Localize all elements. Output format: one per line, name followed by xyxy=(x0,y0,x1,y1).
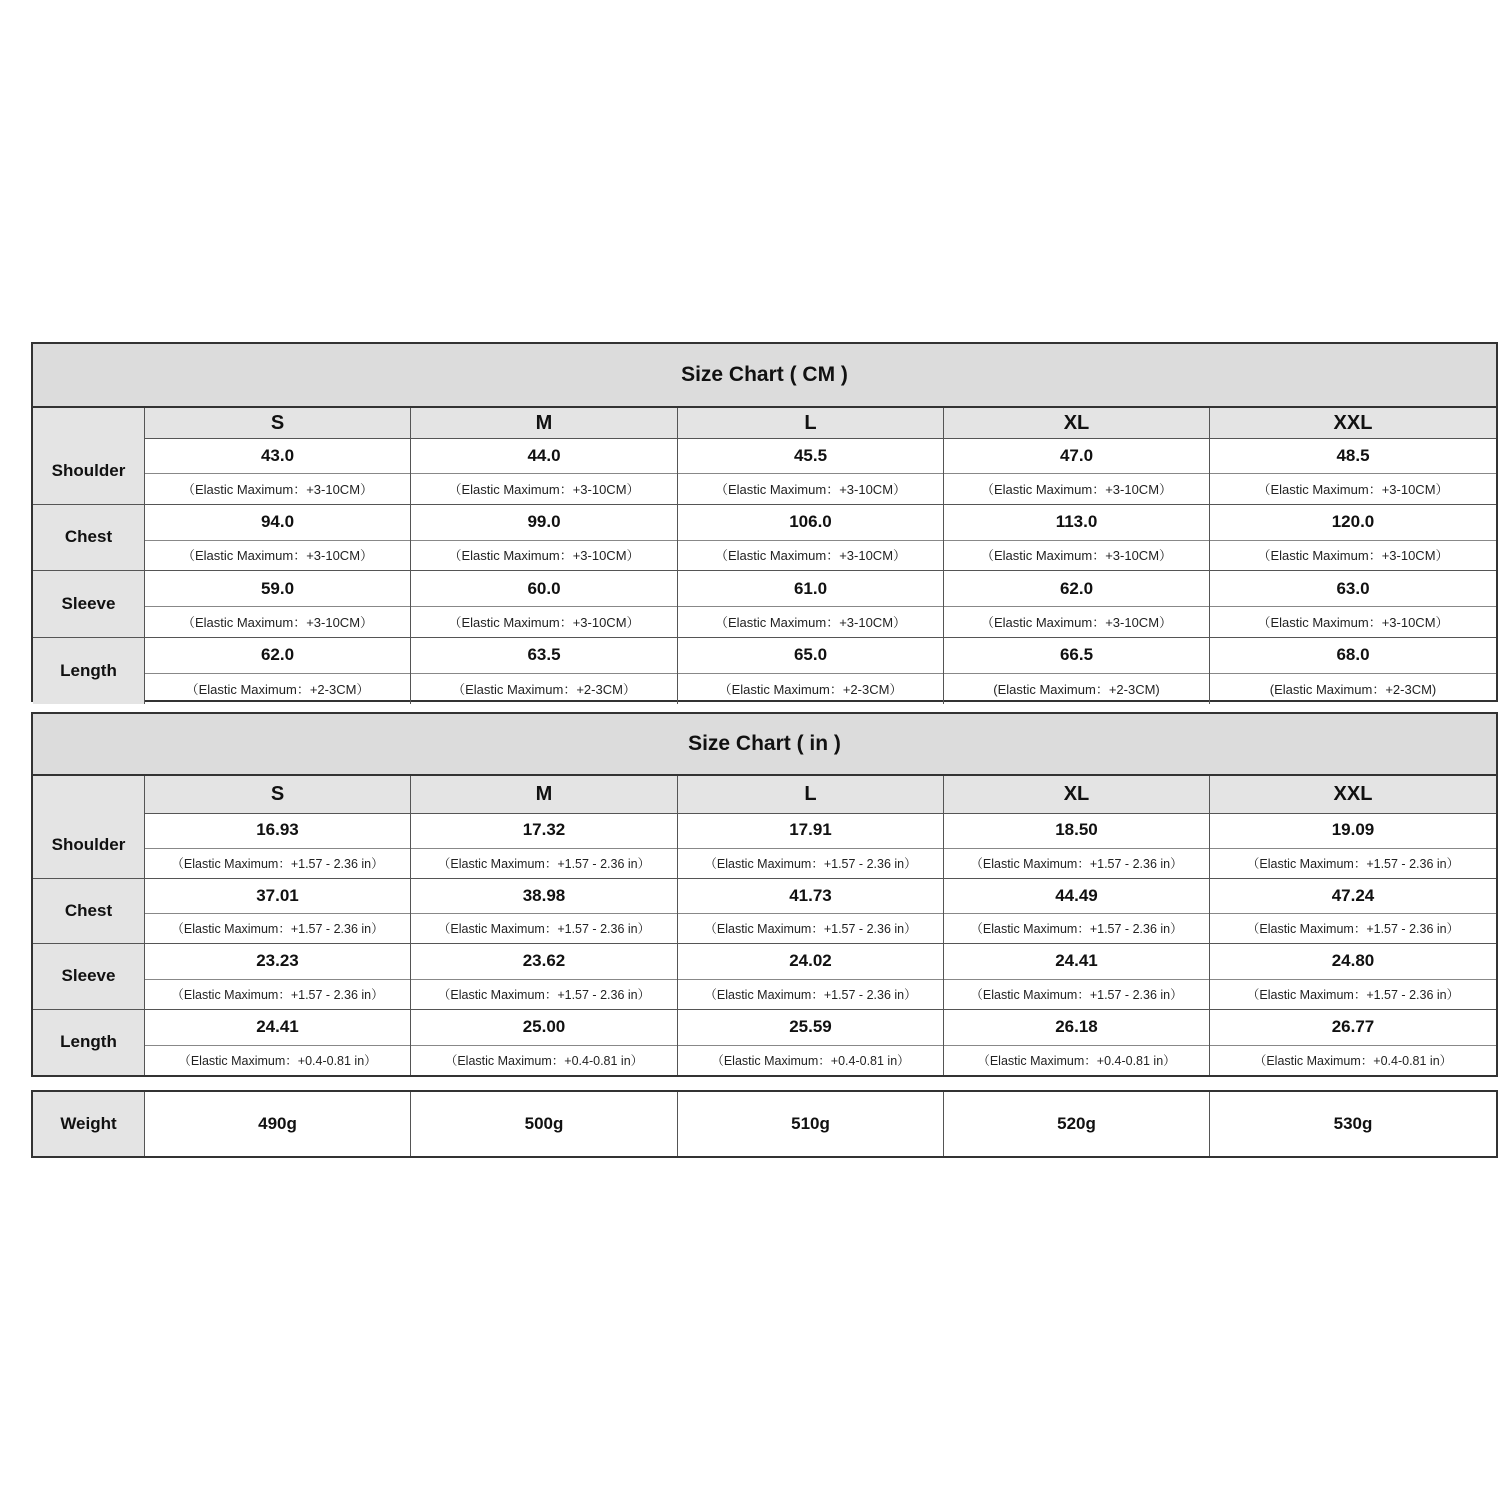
elastic-note: （Elastic Maximum：+0.4-0.81 in） xyxy=(977,1053,1176,1068)
measurement-value: 18.50 xyxy=(944,813,1209,849)
elastic-note: （Elastic Maximum：+1.57 - 2.36 in） xyxy=(970,987,1183,1002)
size-header-xl: XL xyxy=(943,408,1209,438)
elastic-note: （Elastic Maximum：+1.57 - 2.36 in） xyxy=(704,922,917,937)
row-label: Chest xyxy=(33,505,144,571)
measurement-value: 19.09 xyxy=(1210,813,1496,849)
row-label: Sleeve xyxy=(33,571,144,637)
elastic-note: （Elastic Maximum：+3-10CM） xyxy=(448,481,640,497)
measurement-value: 66.5 xyxy=(944,638,1209,675)
measurement-value: 62.0 xyxy=(944,571,1209,607)
elastic-note: （Elastic Maximum：+1.57 - 2.36 in） xyxy=(437,856,651,871)
elastic-note: （Elastic Maximum：+1.57 - 2.36 in） xyxy=(704,987,917,1002)
row-label: Length xyxy=(33,638,144,705)
size-header-row xyxy=(33,408,1496,439)
measurement-value: 63.5 xyxy=(411,638,677,675)
measurement-value: 44.0 xyxy=(411,438,677,474)
table-cell xyxy=(410,571,677,637)
table-cell xyxy=(677,1010,943,1076)
elastic-note: （Elastic Maximum：+3-10CM） xyxy=(448,614,640,630)
weight-table xyxy=(31,1090,1498,1158)
table-row-sleeve xyxy=(33,944,1496,1010)
table-cell xyxy=(144,944,410,1009)
elastic-note: （Elastic Maximum：+1.57 - 2.36 in） xyxy=(704,856,917,871)
size-header-s: S xyxy=(144,408,410,438)
elastic-note: （Elastic Maximum：+1.57 - 2.36 in） xyxy=(970,856,1183,871)
weight-value-l: 510g xyxy=(677,1092,943,1156)
table-cell xyxy=(144,505,410,571)
elastic-note: (Elastic Maximum：+2-3CM) xyxy=(993,682,1160,698)
measurement-value: 16.93 xyxy=(145,813,410,849)
chart-title-cm: Size Chart ( CM ) xyxy=(33,344,1496,408)
elastic-note: （Elastic Maximum：+1.57 - 2.36 in） xyxy=(1246,987,1460,1002)
row-label: Shoulder xyxy=(33,813,144,878)
size-header-l: L xyxy=(677,408,943,438)
elastic-note: （Elastic Maximum：+3-10CM） xyxy=(980,481,1173,497)
size-chart-in xyxy=(31,712,1498,1077)
measurement-value: 38.98 xyxy=(411,879,677,915)
table-cell xyxy=(1209,505,1496,571)
elastic-note: （Elastic Maximum：+1.57 - 2.36 in） xyxy=(437,987,651,1002)
table-row-chest xyxy=(33,879,1496,945)
measurement-value: 113.0 xyxy=(944,505,1209,541)
elastic-note: （Elastic Maximum：+3-10CM） xyxy=(980,548,1173,564)
elastic-note: （Elastic Maximum：+3-10CM） xyxy=(1257,548,1449,564)
table-cell xyxy=(144,571,410,637)
table-cell xyxy=(144,638,410,705)
table-row-length xyxy=(33,1010,1496,1076)
table-cell xyxy=(410,438,677,504)
table-cell xyxy=(144,879,410,944)
elastic-note: （Elastic Maximum：+1.57 - 2.36 in） xyxy=(1246,856,1460,871)
measurement-value: 47.0 xyxy=(944,438,1209,474)
measurement-value: 26.18 xyxy=(944,1010,1209,1046)
table-cell xyxy=(144,438,410,504)
measurement-value: 17.32 xyxy=(411,813,677,849)
measurement-value: 41.73 xyxy=(678,879,943,915)
table-cell xyxy=(943,505,1209,571)
elastic-note: （Elastic Maximum：+2-3CM） xyxy=(185,682,370,698)
table-cell xyxy=(677,879,943,944)
measurement-value: 48.5 xyxy=(1210,438,1496,474)
table-cell xyxy=(943,944,1209,1009)
elastic-note: （Elastic Maximum：+2-3CM） xyxy=(452,682,636,698)
table-cell xyxy=(1209,813,1496,878)
measurement-value: 24.41 xyxy=(145,1010,410,1046)
elastic-note: （Elastic Maximum：+2-3CM） xyxy=(718,682,903,698)
measurement-value: 62.0 xyxy=(145,638,410,675)
row-label: Chest xyxy=(33,879,144,944)
size-header-row xyxy=(33,776,1496,814)
elastic-note: （Elastic Maximum：+1.57 - 2.36 in） xyxy=(970,922,1183,937)
elastic-note: （Elastic Maximum：+1.57 - 2.36 in） xyxy=(1246,922,1460,937)
table-cell xyxy=(1209,944,1496,1009)
elastic-note: （Elastic Maximum：+3-10CM） xyxy=(714,481,907,497)
size-chart-cm xyxy=(31,342,1498,702)
elastic-note: （Elastic Maximum：+3-10CM） xyxy=(714,614,907,630)
elastic-note: （Elastic Maximum：+1.57 - 2.36 in） xyxy=(437,922,651,937)
table-cell xyxy=(1209,879,1496,944)
table-row-length xyxy=(33,638,1496,705)
measurement-value: 68.0 xyxy=(1210,638,1496,675)
elastic-note: （Elastic Maximum：+3-10CM） xyxy=(448,548,640,564)
measurement-value: 120.0 xyxy=(1210,505,1496,541)
size-header-xl: XL xyxy=(943,776,1209,813)
measurement-value: 24.80 xyxy=(1210,944,1496,980)
measurement-value: 24.02 xyxy=(678,944,943,980)
table-cell xyxy=(144,1010,410,1076)
table-cell xyxy=(1209,1010,1496,1076)
table-cell xyxy=(1209,438,1496,504)
table-cell xyxy=(410,813,677,878)
table-cell xyxy=(677,505,943,571)
elastic-note: (Elastic Maximum：+2-3CM) xyxy=(1269,682,1437,698)
measurement-value: 23.62 xyxy=(411,944,677,980)
row-label: Sleeve xyxy=(33,944,144,1009)
elastic-note: （Elastic Maximum：+3-10CM） xyxy=(980,614,1173,630)
table-cell xyxy=(677,571,943,637)
table-row-chest xyxy=(33,505,1496,572)
elastic-note: （Elastic Maximum：+0.4-0.81 in） xyxy=(1253,1053,1453,1068)
measurement-value: 65.0 xyxy=(678,638,943,675)
table-row-sleeve xyxy=(33,571,1496,638)
measurement-value: 37.01 xyxy=(145,879,410,915)
table-cell xyxy=(943,1010,1209,1076)
elastic-note: （Elastic Maximum：+3-10CM） xyxy=(1257,481,1449,497)
measurement-value: 94.0 xyxy=(145,505,410,541)
size-header-l: L xyxy=(677,776,943,813)
table-cell xyxy=(410,879,677,944)
measurement-value: 99.0 xyxy=(411,505,677,541)
table-cell xyxy=(677,944,943,1009)
elastic-note: （Elastic Maximum：+0.4-0.81 in） xyxy=(444,1053,644,1068)
chart-title-in: Size Chart ( in ) xyxy=(33,714,1496,776)
measurement-value: 24.41 xyxy=(944,944,1209,980)
elastic-note: （Elastic Maximum：+1.57 - 2.36 in） xyxy=(171,922,384,937)
measurement-value: 26.77 xyxy=(1210,1010,1496,1046)
measurement-value: 60.0 xyxy=(411,571,677,607)
table-cell xyxy=(1209,638,1496,705)
measurement-value: 45.5 xyxy=(678,438,943,474)
table-cell xyxy=(410,638,677,705)
elastic-note: （Elastic Maximum：+3-10CM） xyxy=(714,548,907,564)
elastic-note: （Elastic Maximum：+3-10CM） xyxy=(1257,614,1449,630)
table-cell xyxy=(410,944,677,1009)
measurement-value: 63.0 xyxy=(1210,571,1496,607)
table-cell xyxy=(943,571,1209,637)
measurement-value: 43.0 xyxy=(145,438,410,474)
weight-value-xl: 520g xyxy=(943,1092,1209,1156)
elastic-note: （Elastic Maximum：+0.4-0.81 in） xyxy=(178,1053,377,1068)
table-cell xyxy=(677,438,943,504)
elastic-note: （Elastic Maximum：+3-10CM） xyxy=(181,614,374,630)
weight-label: Weight xyxy=(33,1092,144,1156)
table-row-shoulder xyxy=(33,438,1496,505)
table-cell xyxy=(943,638,1209,705)
measurement-value: 59.0 xyxy=(145,571,410,607)
table-cell xyxy=(677,638,943,705)
table-cell xyxy=(943,879,1209,944)
size-header-m: M xyxy=(410,408,677,438)
elastic-note: （Elastic Maximum：+1.57 - 2.36 in） xyxy=(171,856,384,871)
weight-value-s: 490g xyxy=(144,1092,410,1156)
measurement-value: 17.91 xyxy=(678,813,943,849)
measurement-value: 106.0 xyxy=(678,505,943,541)
table-cell xyxy=(943,813,1209,878)
elastic-note: （Elastic Maximum：+1.57 - 2.36 in） xyxy=(171,987,384,1002)
measurement-value: 44.49 xyxy=(944,879,1209,915)
measurement-value: 23.23 xyxy=(145,944,410,980)
weight-value-m: 500g xyxy=(410,1092,677,1156)
measurement-value: 47.24 xyxy=(1210,879,1496,915)
table-cell xyxy=(677,813,943,878)
table-cell xyxy=(943,438,1209,504)
measurement-value: 25.00 xyxy=(411,1010,677,1046)
size-header-xxl: XXL xyxy=(1209,408,1496,438)
elastic-note: （Elastic Maximum：+3-10CM） xyxy=(181,481,374,497)
row-label: Shoulder xyxy=(33,438,144,504)
elastic-note: （Elastic Maximum：+3-10CM） xyxy=(181,548,374,564)
row-label: Length xyxy=(33,1010,144,1076)
weight-value-xxl: 530g xyxy=(1209,1092,1496,1156)
measurement-value: 61.0 xyxy=(678,571,943,607)
table-cell xyxy=(144,813,410,878)
size-header-m: M xyxy=(410,776,677,813)
table-cell xyxy=(1209,571,1496,637)
elastic-note: （Elastic Maximum：+0.4-0.81 in） xyxy=(711,1053,910,1068)
table-row-shoulder xyxy=(33,813,1496,879)
measurement-value: 25.59 xyxy=(678,1010,943,1046)
size-header-s: S xyxy=(144,776,410,813)
table-cell xyxy=(410,505,677,571)
size-header-xxl: XXL xyxy=(1209,776,1496,813)
table-cell xyxy=(410,1010,677,1076)
